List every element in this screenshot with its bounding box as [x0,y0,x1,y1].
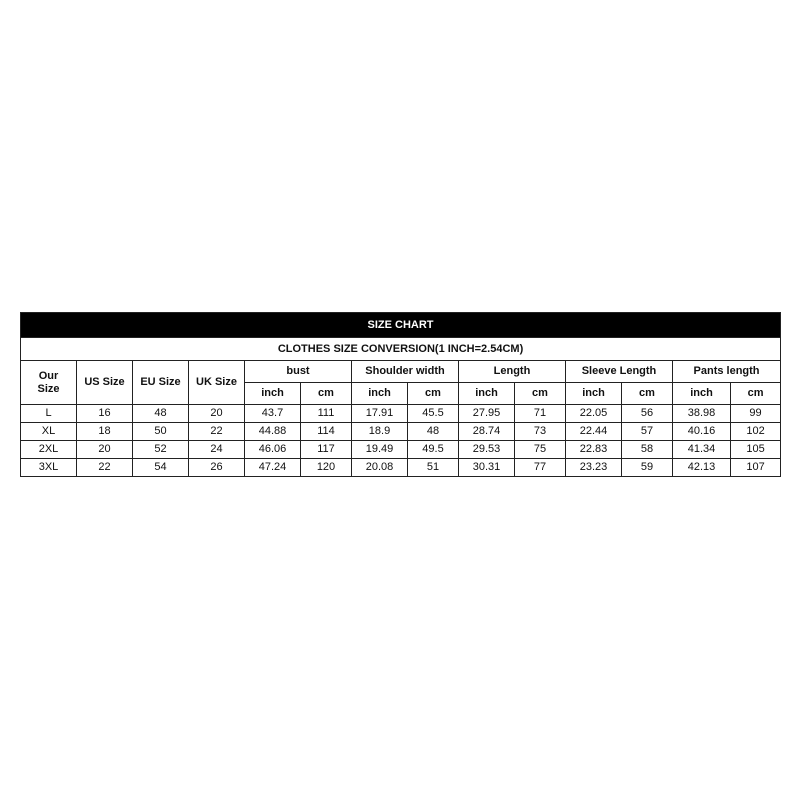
table-cell: 19.49 [352,441,408,459]
table-cell: 18.9 [352,423,408,441]
table-cell: XL [21,423,77,441]
table-cell: 41.34 [673,441,731,459]
table-cell: 48 [408,423,459,441]
table-cell: 22.05 [566,405,622,423]
unit-cm: cm [301,383,352,405]
table-cell: 3XL [21,459,77,477]
table-row [21,459,781,477]
table-cell: 54 [133,459,189,477]
table-row [21,441,781,459]
header-length: Length [459,361,566,383]
table-cell: 49.5 [408,441,459,459]
table-cell: 28.74 [459,423,515,441]
unit-cm: cm [622,383,673,405]
header-bust: bust [245,361,352,383]
table-cell: 22 [77,459,133,477]
table-cell: 22.83 [566,441,622,459]
table-cell: 73 [515,423,566,441]
table-cell: 48 [133,405,189,423]
table-cell: 71 [515,405,566,423]
table-row [21,423,781,441]
table-cell: 22 [189,423,245,441]
table-cell: 111 [301,405,352,423]
header-our-size-line2: Size [37,382,60,395]
table-cell: 46.06 [245,441,301,459]
table-cell: 114 [301,423,352,441]
table-cell: 107 [731,459,781,477]
size-chart [20,312,780,477]
table-cell: 102 [731,423,781,441]
table-cell: 43.7 [245,405,301,423]
table-cell: 27.95 [459,405,515,423]
table-cell: 59 [622,459,673,477]
header-us-size: US Size [77,361,133,405]
table-cell: 75 [515,441,566,459]
unit-cm: cm [515,383,566,405]
table-cell: 16 [77,405,133,423]
unit-inch: inch [459,383,515,405]
table-cell: 2XL [21,441,77,459]
table-cell: 47.24 [245,459,301,477]
table-cell: 51 [408,459,459,477]
table-cell: 105 [731,441,781,459]
table-cell: 20 [189,405,245,423]
header-shoulder-width: Shoulder width [352,361,459,383]
table-cell: 42.13 [673,459,731,477]
table-cell: 120 [301,459,352,477]
table-cell: 99 [731,405,781,423]
table-cell: 40.16 [673,423,731,441]
unit-inch: inch [245,383,301,405]
header-our-size [21,361,77,405]
subtitle-row [21,338,781,361]
table-cell: 50 [133,423,189,441]
table-cell: 22.44 [566,423,622,441]
table-row [21,405,781,423]
header-sleeve-length: Sleeve Length [566,361,673,383]
table-cell: L [21,405,77,423]
table-cell: 44.88 [245,423,301,441]
unit-cm: cm [731,383,781,405]
table-cell: 57 [622,423,673,441]
table-cell: 56 [622,405,673,423]
table-cell: 29.53 [459,441,515,459]
size-chart-table [20,312,781,477]
table-cell: 26 [189,459,245,477]
table-cell: 20 [77,441,133,459]
table-cell: 58 [622,441,673,459]
table-cell: 30.31 [459,459,515,477]
header-row [21,361,781,383]
header-our-size-line1: Our [38,369,59,382]
header-uk-size: UK Size [189,361,245,405]
title-row [21,313,781,338]
unit-inch: inch [673,383,731,405]
header-eu-size: EU Size [133,361,189,405]
table-cell: 38.98 [673,405,731,423]
chart-subtitle: CLOTHES SIZE CONVERSION(1 INCH=2.54CM) [21,338,781,361]
table-cell: 17.91 [352,405,408,423]
unit-inch: inch [566,383,622,405]
header-pants-length: Pants length [673,361,781,383]
table-cell: 23.23 [566,459,622,477]
table-cell: 45.5 [408,405,459,423]
table-cell: 24 [189,441,245,459]
table-cell: 117 [301,441,352,459]
table-cell: 77 [515,459,566,477]
unit-cm: cm [408,383,459,405]
unit-inch: inch [352,383,408,405]
table-cell: 52 [133,441,189,459]
table-cell: 18 [77,423,133,441]
table-cell: 20.08 [352,459,408,477]
chart-title: SIZE CHART [21,313,781,338]
